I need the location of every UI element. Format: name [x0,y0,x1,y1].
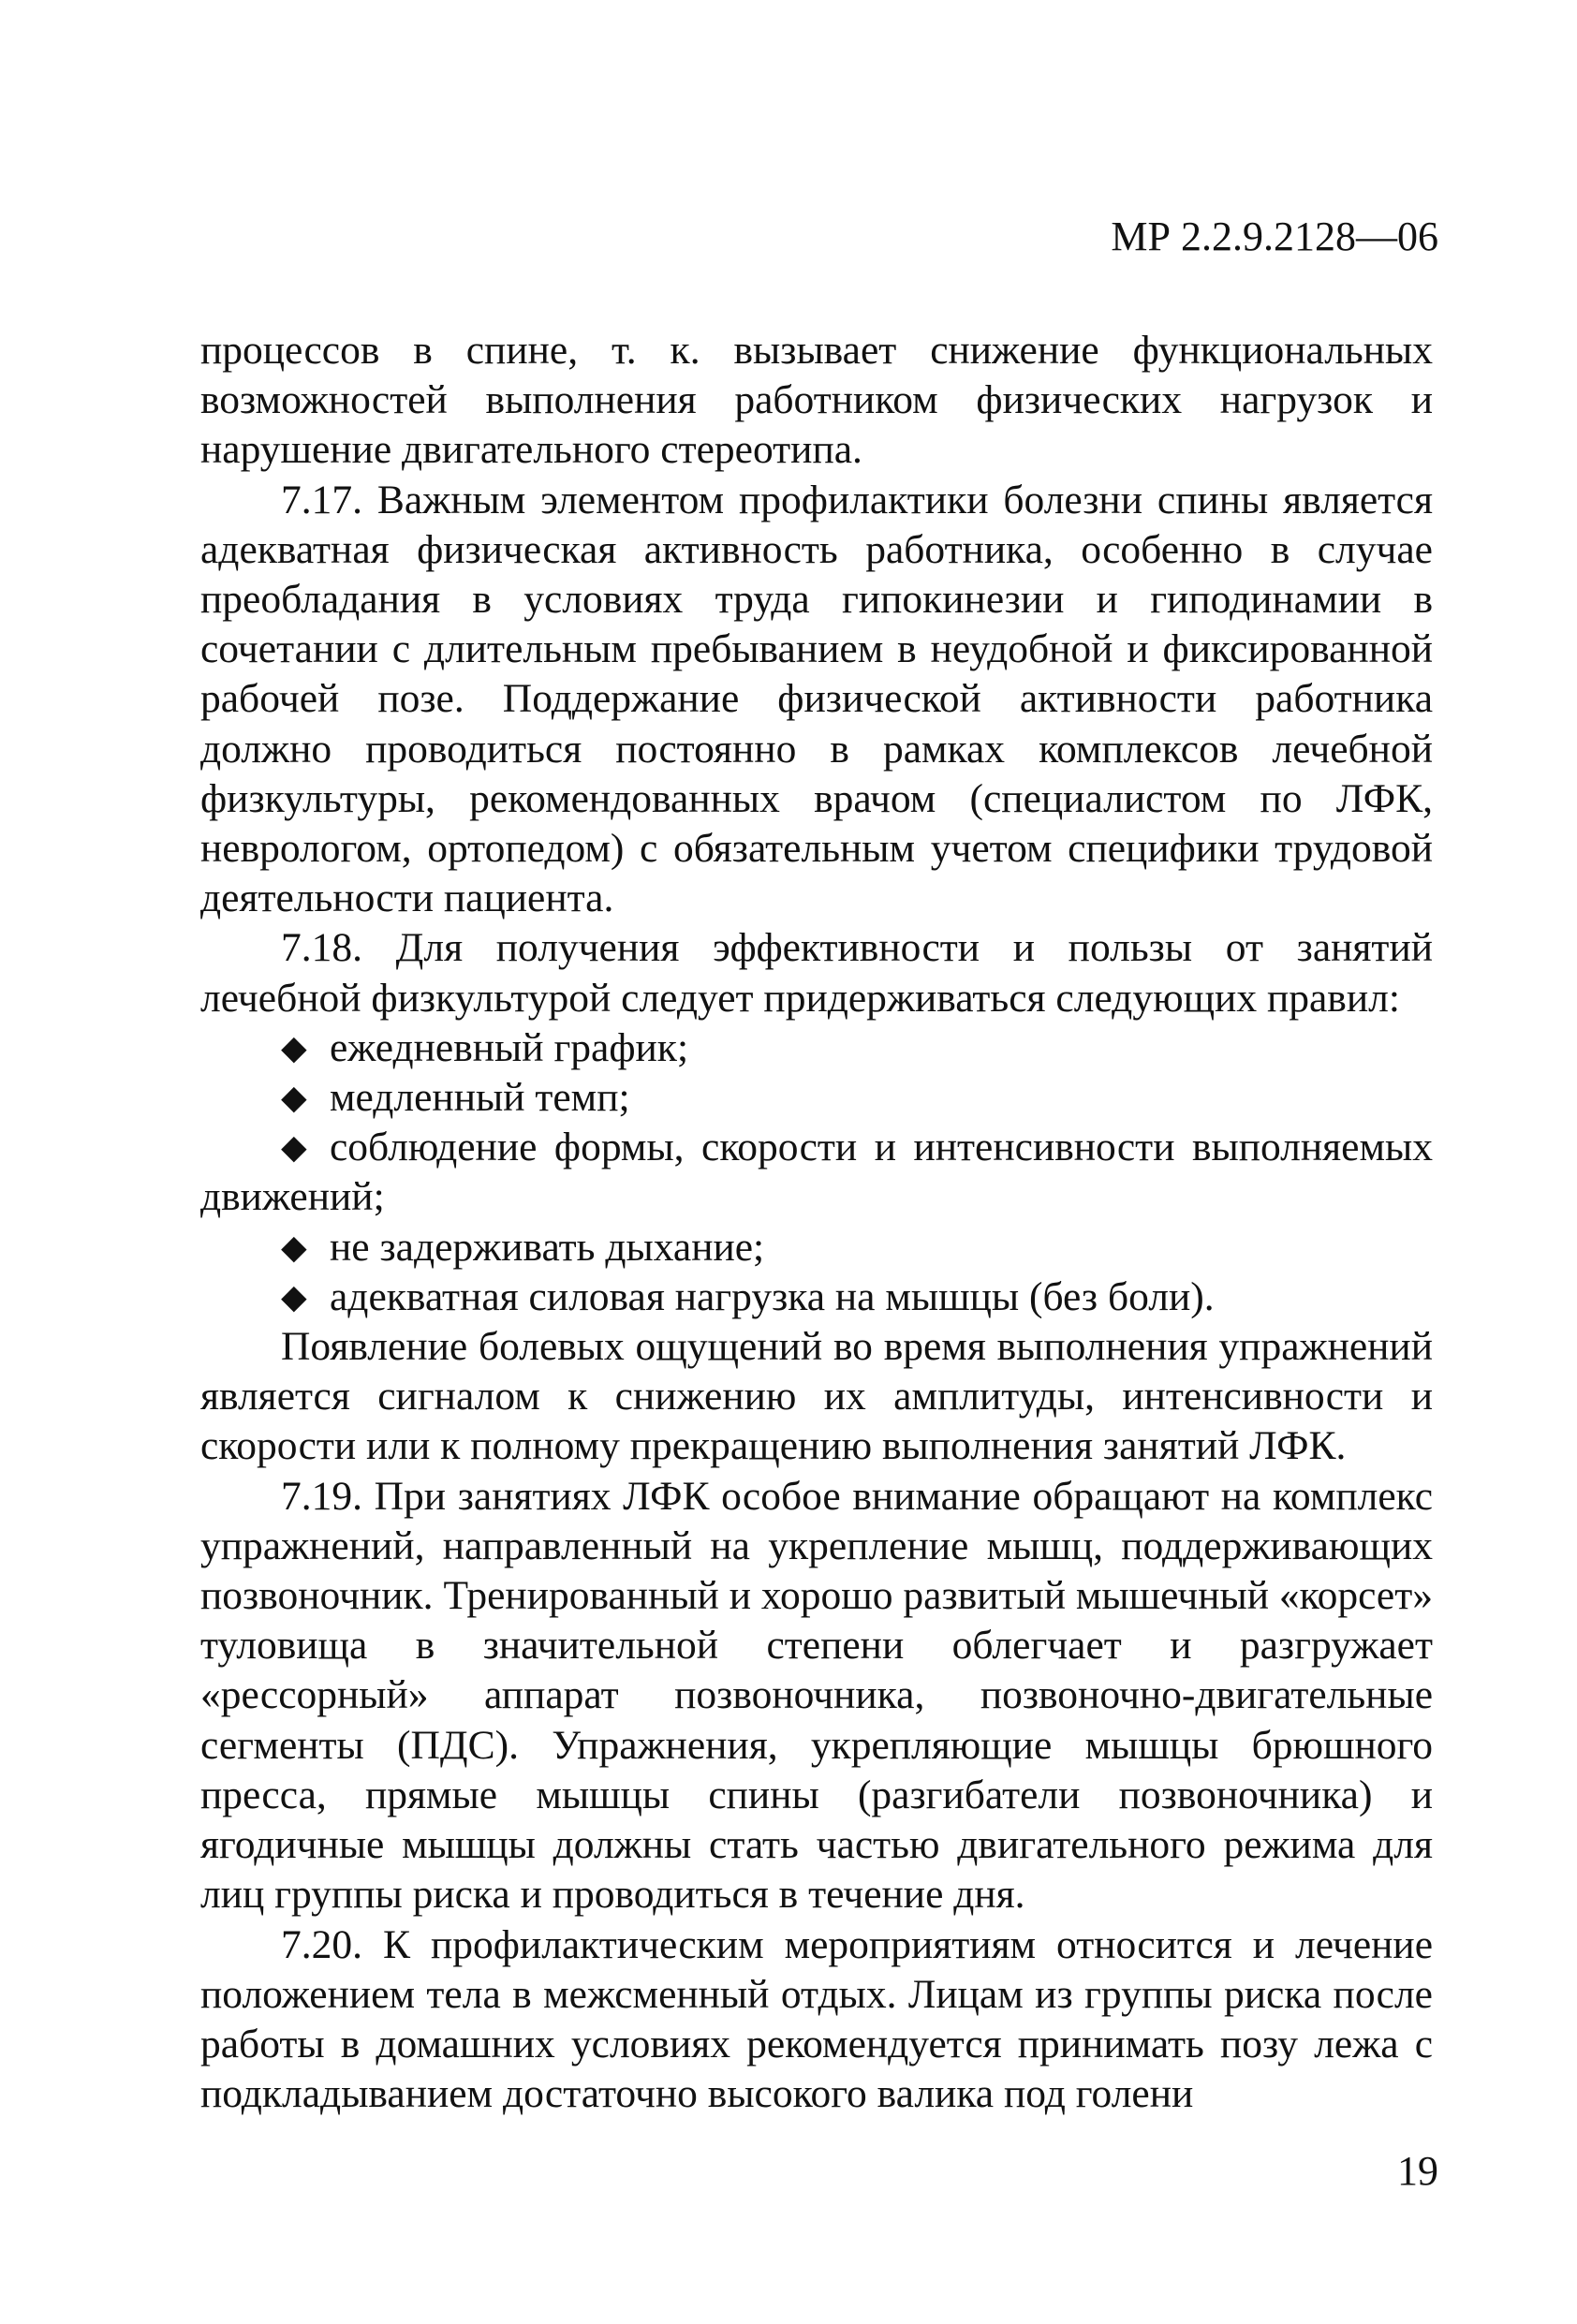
diamond-bullet-icon: ◆ [281,1028,307,1066]
document-body [200,326,1433,2119]
list-item-text: ежедневный график; [330,1024,689,1070]
list-item [200,1272,1433,1322]
list-item-text: медленный темп; [330,1075,630,1121]
paragraph-7-18: 7.18. Для получения эффективности и пользы от занятий лечебной физкультурой следует придерживаться следующих правил: [200,925,1433,1021]
list-item [200,1073,1433,1123]
document-code: МР 2.2.9.2128—06 [1111,213,1438,259]
list-item [200,1223,1433,1272]
paragraph-pain-note: Появление болевых ощущений во время выполнения упражнений является сигналом к снижению их амплитуды, интенсивности и скорости или к полному прекращению выполнения занятий ЛФК. [200,1324,1433,1469]
page-number: 19 [1397,2148,1438,2194]
diamond-bullet-icon: ◆ [281,1277,307,1316]
list-item [200,1023,1433,1073]
list-item-text: соблюдение формы, скорости и интенсивности выполняемых движений; [200,1125,1433,1220]
paragraph-7-17: 7.17. Важным элементом профилактики болезни спины является адекватная физическая активность работника, особенно в случае преобладания в условиях труда гипокинезии и гиподинамии в сочетании с длительным пребыванием в неудобной и фиксированной рабочей позе. Поддержание физической активности работника должно проводиться постоянно в рамках комплексов лечебной физкультуры, рекомендованных врачом (специалистом по ЛФК, неврологом, ортопедом) с обязательным учетом специфики трудовой деятельности пациента. [200,477,1433,921]
paragraph-continuation: процессов в спине, т. к. вызывает снижение функциональных возможностей выполнения работником физических нагрузок и нарушение двигательного стереотипа. [200,328,1433,473]
diamond-bullet-icon: ◆ [281,1128,307,1167]
diamond-bullet-icon: ◆ [281,1079,307,1117]
diamond-bullet-icon: ◆ [281,1228,307,1266]
paragraph-7-20: 7.20. К профилактическим мероприятиям относится и лечение положением тела в межсменный отдых. Лицам из группы риска после работы в домашних условиях рекомендуется принимать позу лежа с подкладыванием достаточно высокого валика под голени [200,1921,1433,2117]
list-item-text: адекватная силовая нагрузка на мышцы (без боли). [330,1273,1215,1319]
list-item [200,1123,1433,1222]
list-item-text: не задерживать дыхание; [330,1224,765,1270]
paragraph-7-19: 7.19. При занятиях ЛФК особое внимание обращают на комплекс упражнений, направленный на укрепление мышц, поддерживающих позвоночник. Тренированный и хорошо развитый мышечный «корсет» туловища в значительной степени облегчает и разгружает «рессорный» аппарат позвоночника, позвоночно-двигательные сегменты (ПДС). Упражнения, укрепляющие мышцы брюшного пресса, прямые мышцы спины (разгибатели позвоночника) и ягодичные мышцы должны стать частью двигательного режима для лиц группы риска и проводиться в течение дня. [200,1473,1433,1918]
